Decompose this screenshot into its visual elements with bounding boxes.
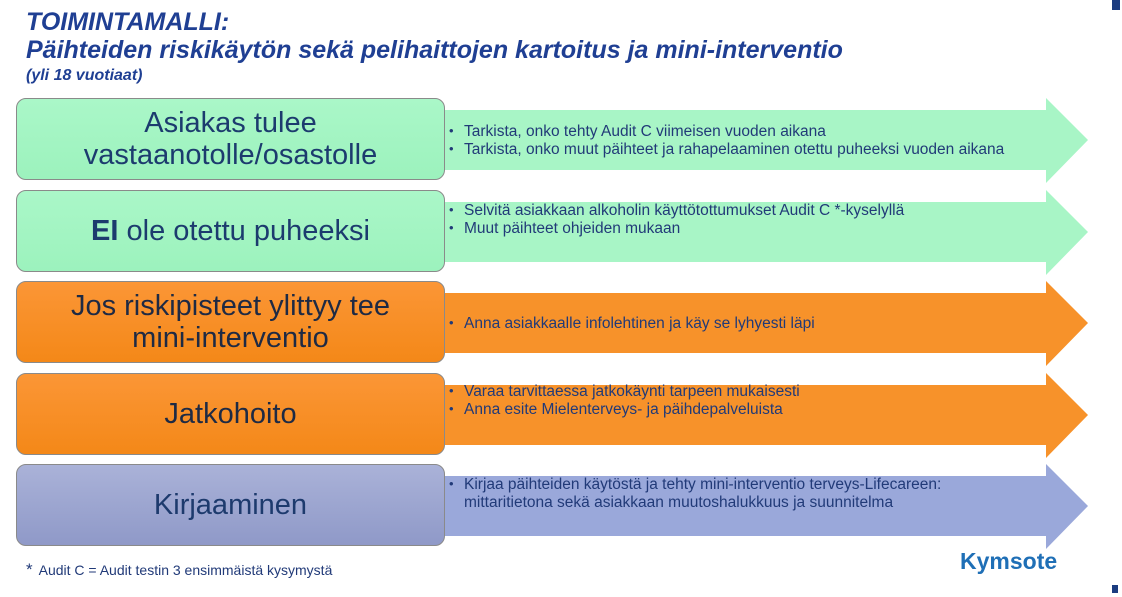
step-1-line1: Asiakas tulee: [144, 107, 317, 139]
step-3-bullets: [448, 281, 1048, 366]
list-item: • Selvitä asiakkaan alkoholin käyttötottumukset Audit C *-kyselyllä: [448, 202, 1048, 220]
kymsote-logo: Kymsote: [960, 548, 1058, 574]
footnote: [26, 560, 332, 580]
corner-decoration: [1112, 585, 1118, 593]
list-item: • Anna esite Mielenterveys- ja päihdepalveluista: [448, 401, 1048, 419]
step-row-1: [16, 98, 1092, 183]
list-item: • Varaa tarvittaessa jatkokäynti tarpeen mukaisesti: [448, 383, 1048, 401]
step-5-line1: Kirjaaminen: [153, 489, 308, 521]
step-2-bullets: [448, 190, 1048, 287]
list-item: • Tarkista, onko tehty Audit C viimeisen vuoden aikana: [448, 123, 1048, 141]
step-1-bullets: [448, 98, 1048, 183]
list-item: • Anna asiakkaalle infolehtinen ja käy se lyhyesti läpi: [448, 315, 1048, 333]
step-row-2: [16, 190, 1092, 275]
step-box-5: [16, 464, 445, 546]
footnote-text: Audit C = Audit testin 3 ensimmäistä kysymystä: [38, 562, 333, 578]
step-2-rest: ole otettu puheeksi: [118, 215, 370, 247]
step-box-2: [16, 190, 445, 272]
corner-decoration: [1112, 0, 1120, 10]
step-box-1: [16, 98, 445, 180]
step-4-bullets: [448, 373, 1048, 468]
step-box-4: [16, 373, 445, 455]
page-title: TOIMINTAMALLI:: [26, 8, 230, 36]
step-row-4: [16, 373, 1092, 458]
footnote-star: *: [26, 560, 33, 579]
list-item: • Kirjaa päihteiden käytöstä ja tehty mini-interventio terveys-Lifecareen: mittaritietona sekä asiakkaan muutoshalukkuus ja suunnitelma: [448, 476, 1028, 512]
step-2-bold: EI: [91, 215, 119, 247]
step-3-line2: mini-interventio: [132, 322, 329, 354]
step-4-line1: Jatkohoito: [164, 398, 297, 430]
step-box-3: [16, 281, 445, 363]
list-item: • Muut päihteet ohjeiden mukaan: [448, 220, 1048, 238]
page-subtitle: Päihteiden riskikäytön sekä pelihaittojen kartoitus ja mini-interventio: [26, 36, 843, 64]
age-note: (yli 18 vuotiaat): [26, 67, 143, 84]
step-5-bullets: [448, 464, 1028, 561]
list-item: • Tarkista, onko muut päihteet ja rahapelaaminen otettu puheeksi vuoden aikana: [448, 141, 1048, 159]
title-block: [26, 8, 843, 86]
step-row-3: [16, 281, 1092, 366]
step-1-line2: vastaanotolle/osastolle: [83, 139, 378, 171]
step-3-line1: Jos riskipisteet ylittyy tee: [70, 290, 391, 322]
step-row-5: [16, 464, 1092, 549]
